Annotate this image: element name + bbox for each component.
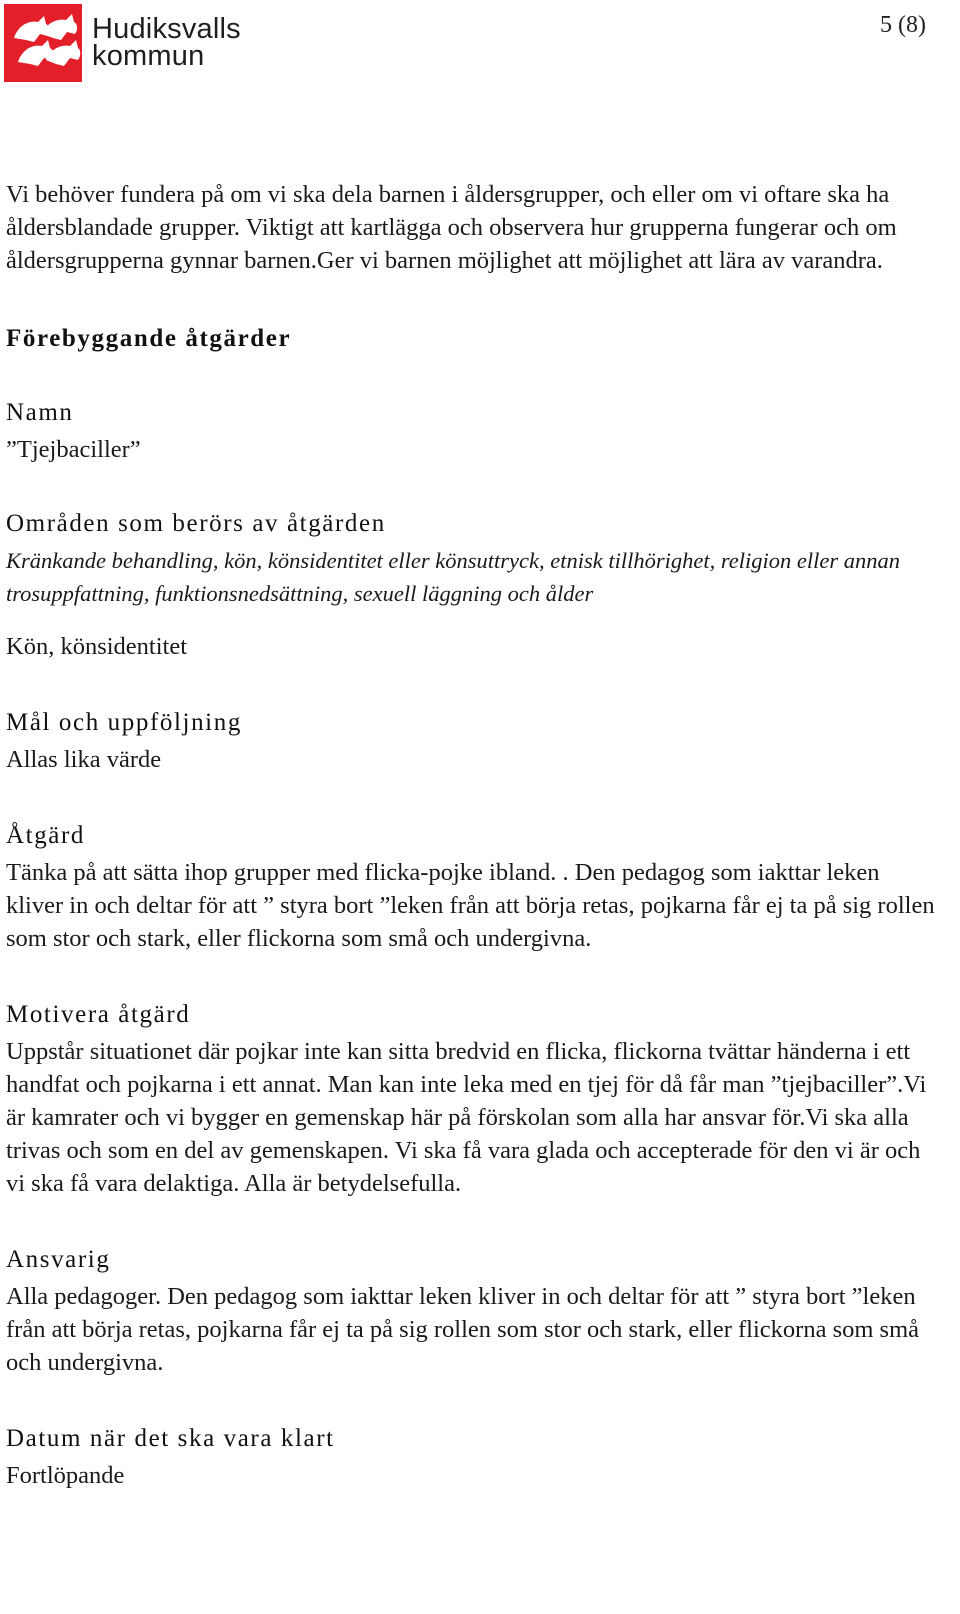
areas-label: Områden som berörs av åtgärden — [6, 510, 386, 537]
responsible-value: Alla pedagoger. Den pedagog som iakttar leken kliver in och deltar för att ” styra bort ”leken från att börja retas, pojkarna får ej ta på sig rollen som stor och stark, eller flickorna som små och undergivna. — [6, 1283, 919, 1376]
name-label: Namn — [6, 399, 74, 426]
section-title: Förebyggande åtgärder — [6, 325, 292, 352]
responsible-label: Ansvarig — [6, 1246, 111, 1273]
document-body — [6, 178, 936, 1492]
logo-line-2: kommun — [92, 40, 205, 72]
name-value: ”Tjejbaciller” — [6, 436, 141, 463]
page-number: 5 (8) — [880, 12, 926, 38]
motivation-value: Uppstår situationet där pojkar inte kan sitta bredvid en flicka, flickorna tvättar händerna i ett handfat och pojkarna i ett annat. Man kan inte leka med en tjej för då får man ”tjejbaciller”.Vi är kamrater och vi bygger en gemenskap här på förskolan som alla har ansvar för.Vi ska alla trivas och som en del av gemenskapen. Vi ska få vara glada och accepterade för den vi är och vi ska få vara delaktiga. Alla är betydelsefulla. — [6, 1038, 927, 1197]
motivation-label: Motivera åtgärd — [6, 1001, 191, 1028]
areas-options: Kränkande behandling, kön, könsidentitet eller könsuttryck, etnisk tillhörighet, religion eller annan trosuppfattning, funktionsnedsättning, sexuell läggning och ålder — [6, 548, 901, 606]
goat-crest-icon — [4, 4, 82, 82]
deadline-value: Fortlöpande — [6, 1462, 125, 1489]
goal-value: Allas lika värde — [6, 746, 162, 773]
intro-paragraph: Vi behöver fundera på om vi ska dela barnen i åldersgrupper, och eller om vi oftare ska ha åldersblandade grupper. Viktigt att kartlägga och observera hur grupperna fungerar och om åldersgrupperna gynnar barnen.Ger vi barnen möjlighet att möjlighet att lära av varandra. — [6, 181, 897, 274]
action-value: Tänka på att sätta ihop grupper med flicka-pojke ibland. . Den pedagog som iakttar leken kliver in och deltar för att ” styra bort ”leken från att börja retas, pojkarna får ej ta på sig rollen som stor och stark, eller flickorna som små och undergivna. — [6, 859, 935, 952]
municipality-logo — [4, 4, 241, 82]
action-label: Åtgärd — [6, 822, 86, 849]
goal-label: Mål och uppföljning — [6, 709, 242, 736]
logo-wordmark — [92, 13, 241, 72]
areas-value: Kön, könsidentitet — [6, 633, 188, 660]
logo-line-1: Hudiksvalls — [92, 13, 241, 45]
deadline-label: Datum när det ska vara klart — [6, 1425, 335, 1452]
